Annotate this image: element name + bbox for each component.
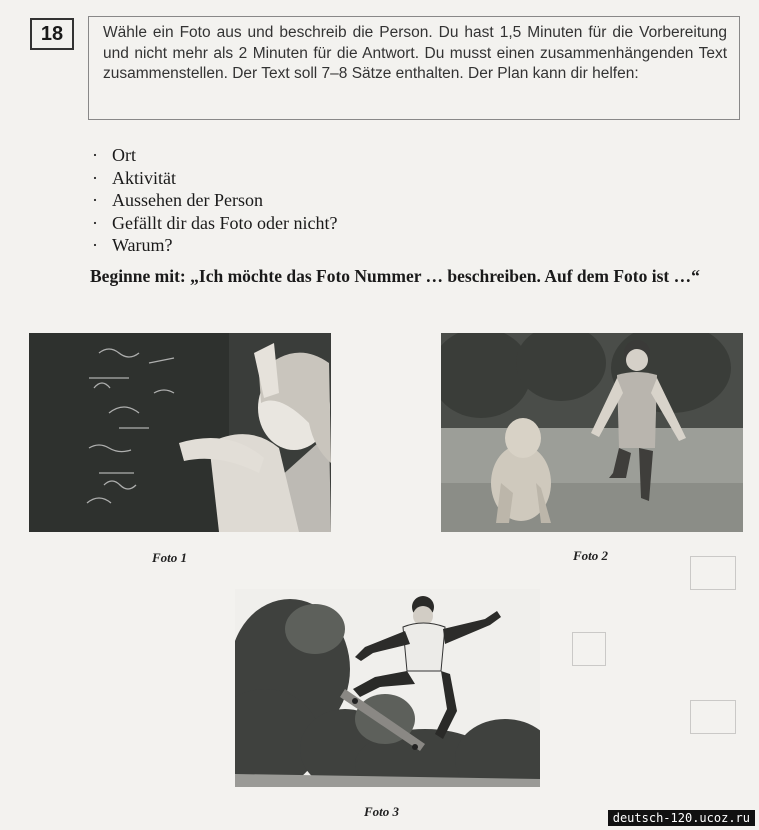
bullet: · [92,190,98,210]
photo-1-caption: Foto 1 [152,550,188,565]
photo-3-caption: Foto 3 [364,804,400,819]
list-item [92,167,337,190]
photo-1-image [29,333,331,532]
plan-item-text: Gefällt dir das Foto oder nicht? [112,212,338,233]
photo-2 [441,333,743,532]
photo-3-image [235,589,540,787]
photo-1 [29,333,331,532]
task-number: 18 [30,18,74,50]
bullet: · [92,235,98,255]
beginning-phrase: Beginne mit: „Ich möchte das Foto Nummer … beschreiben. Auf dem Foto ist …“ [90,266,700,286]
photo-2-caption: Foto 2 [573,548,609,563]
plan-item-text: Aktivität [112,167,176,188]
list-item [92,189,337,212]
photo-3 [235,589,540,787]
bullet: · [92,212,98,233]
bullet: · [92,167,98,188]
show-through-box [690,700,736,734]
list-item [92,144,337,167]
task-instructions: Wähle ein Foto aus und beschreib die Person. Du hast 1,5 Minuten für die Vorbereitung und nicht mehr als 2 Minuten für die Antwort. Du musst einen zusammenhängenden Text zusammenstellen. Der Text soll 7–8 Sätze enthalten. Der Plan kann dir helfen: [88,16,740,120]
show-through-box [572,632,606,666]
photo-2-image [441,333,743,532]
list-item [92,212,337,235]
plan-item-text: Warum? [112,235,173,255]
list-item [92,234,337,257]
show-through-box [690,556,736,590]
watermark: deutsch-120.ucoz.ru [608,810,755,826]
plan-list [92,144,337,257]
show-through-text [690,214,693,230]
plan-item-text: Ort [112,145,136,165]
bullet: · [92,145,98,165]
plan-item-text: Aussehen der Person [112,190,263,210]
